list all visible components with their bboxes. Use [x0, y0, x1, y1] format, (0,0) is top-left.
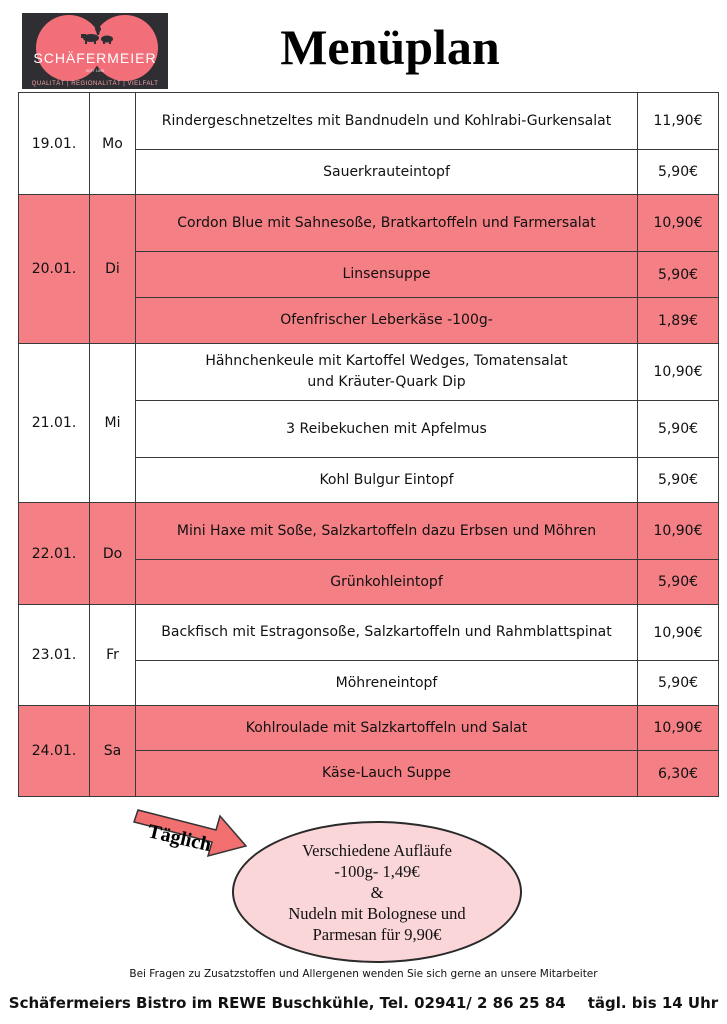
menu-dish: Möhreneintopf [136, 661, 638, 706]
menu-dish: Rindergeschnetzeltes mit Bandnudeln und Kohlrabi-Gurkensalat [136, 93, 638, 150]
daily-line: Parmesan für 9,90€ [312, 924, 442, 944]
daily-line: & [370, 882, 384, 902]
menu-price: 5,90€ [638, 560, 719, 605]
menu-row [19, 93, 719, 150]
menu-price: 5,90€ [638, 252, 719, 298]
menu-dish-line: Hähnchenkeule mit Kartoffel Wedges, Tomatensalat [205, 353, 568, 369]
menu-dish: Käse-Lauch Suppe [136, 751, 638, 797]
daily-label: Täglich [145, 820, 214, 857]
menu-price: 10,90€ [638, 706, 719, 751]
opening-hours: tägl. bis 14 Uhr [587, 994, 719, 1012]
menu-price: 10,90€ [638, 195, 719, 252]
menu-row [19, 706, 719, 751]
brand-logo [22, 13, 168, 89]
menu-date: 22.01. [19, 503, 90, 605]
menu-date: 20.01. [19, 195, 90, 344]
menu-date: 24.01. [19, 706, 90, 797]
menu-dish: Sauerkrauteintopf [136, 150, 638, 195]
menu-date: 19.01. [19, 93, 90, 195]
menu-dish: Cordon Blue mit Sahnesoße, Bratkartoffeln und Farmersalat [136, 195, 638, 252]
menu-dish: Mini Haxe mit Soße, Salzkartoffeln dazu Erbsen und Möhren [136, 503, 638, 560]
menu-price: 10,90€ [638, 605, 719, 661]
contact-footer [0, 994, 727, 1012]
farm-animals-icon [78, 23, 118, 45]
menu-price: 5,90€ [638, 150, 719, 195]
menu-weekday: Mo [90, 93, 136, 195]
menu-dish: Backfisch mit Estragonsoße, Salzkartoffeln und Rahmblattspinat [136, 605, 638, 661]
menu-price: 1,89€ [638, 298, 719, 344]
menu-weekday: Do [90, 503, 136, 605]
menu-weekday: Fr [90, 605, 136, 706]
menu-dish: Linsensuppe [136, 252, 638, 298]
menu-dish: Grünkohleintopf [136, 560, 638, 605]
page-title: Menüplan [280, 19, 500, 75]
logo-tagline: QUALITÄT | REGIONALITÄT | VIELFALT [31, 81, 159, 87]
logo-since: SEIT 1895 [85, 68, 105, 73]
menu-price: 10,90€ [638, 503, 719, 560]
menu-date: 23.01. [19, 605, 90, 706]
menu-dish: 3 Reibekuchen mit Apfelmus [136, 401, 638, 458]
menu-row [19, 605, 719, 661]
menu-price: 5,90€ [638, 401, 719, 458]
contact-info: Schäfermeiers Bistro im REWE Buschkühle, Tel. 02941/ 2 86 25 84 [8, 994, 566, 1012]
menu-price: 5,90€ [638, 458, 719, 503]
menu-weekday: Di [90, 195, 136, 344]
menu-row [19, 195, 719, 252]
logo-brand-name: SCHÄFERMEIER [33, 50, 157, 66]
daily-specials-ellipse [232, 821, 522, 963]
menu-price: 10,90€ [638, 344, 719, 401]
menu-weekday: Mi [90, 344, 136, 503]
menu-dish: Ofenfrischer Leberkäse -100g- [136, 298, 638, 344]
daily-line: Verschiedene Aufläufe [302, 840, 452, 860]
menu-weekday: Sa [90, 706, 136, 797]
menu-dish: Kohl Bulgur Eintopf [136, 458, 638, 503]
menu-price: 11,90€ [638, 93, 719, 150]
menu-table [18, 92, 719, 797]
menu-row [19, 503, 719, 560]
menu-dish: Kohlroulade mit Salzkartoffeln und Salat [136, 706, 638, 751]
menu-date: 21.01. [19, 344, 90, 503]
menu-dish [136, 344, 638, 401]
daily-line: -100g- 1,49€ [334, 861, 420, 881]
daily-line: Nudeln mit Bolognese und [288, 903, 466, 923]
menu-price: 6,30€ [638, 751, 719, 797]
allergen-note: Bei Fragen zu Zusatzstoffen und Allergenen wenden Sie sich gerne an unsere Mitarbeiter [129, 968, 598, 980]
menu-price: 5,90€ [638, 661, 719, 706]
menu-row [19, 344, 719, 401]
menu-dish-line: und Kräuter-Quark Dip [307, 374, 466, 390]
